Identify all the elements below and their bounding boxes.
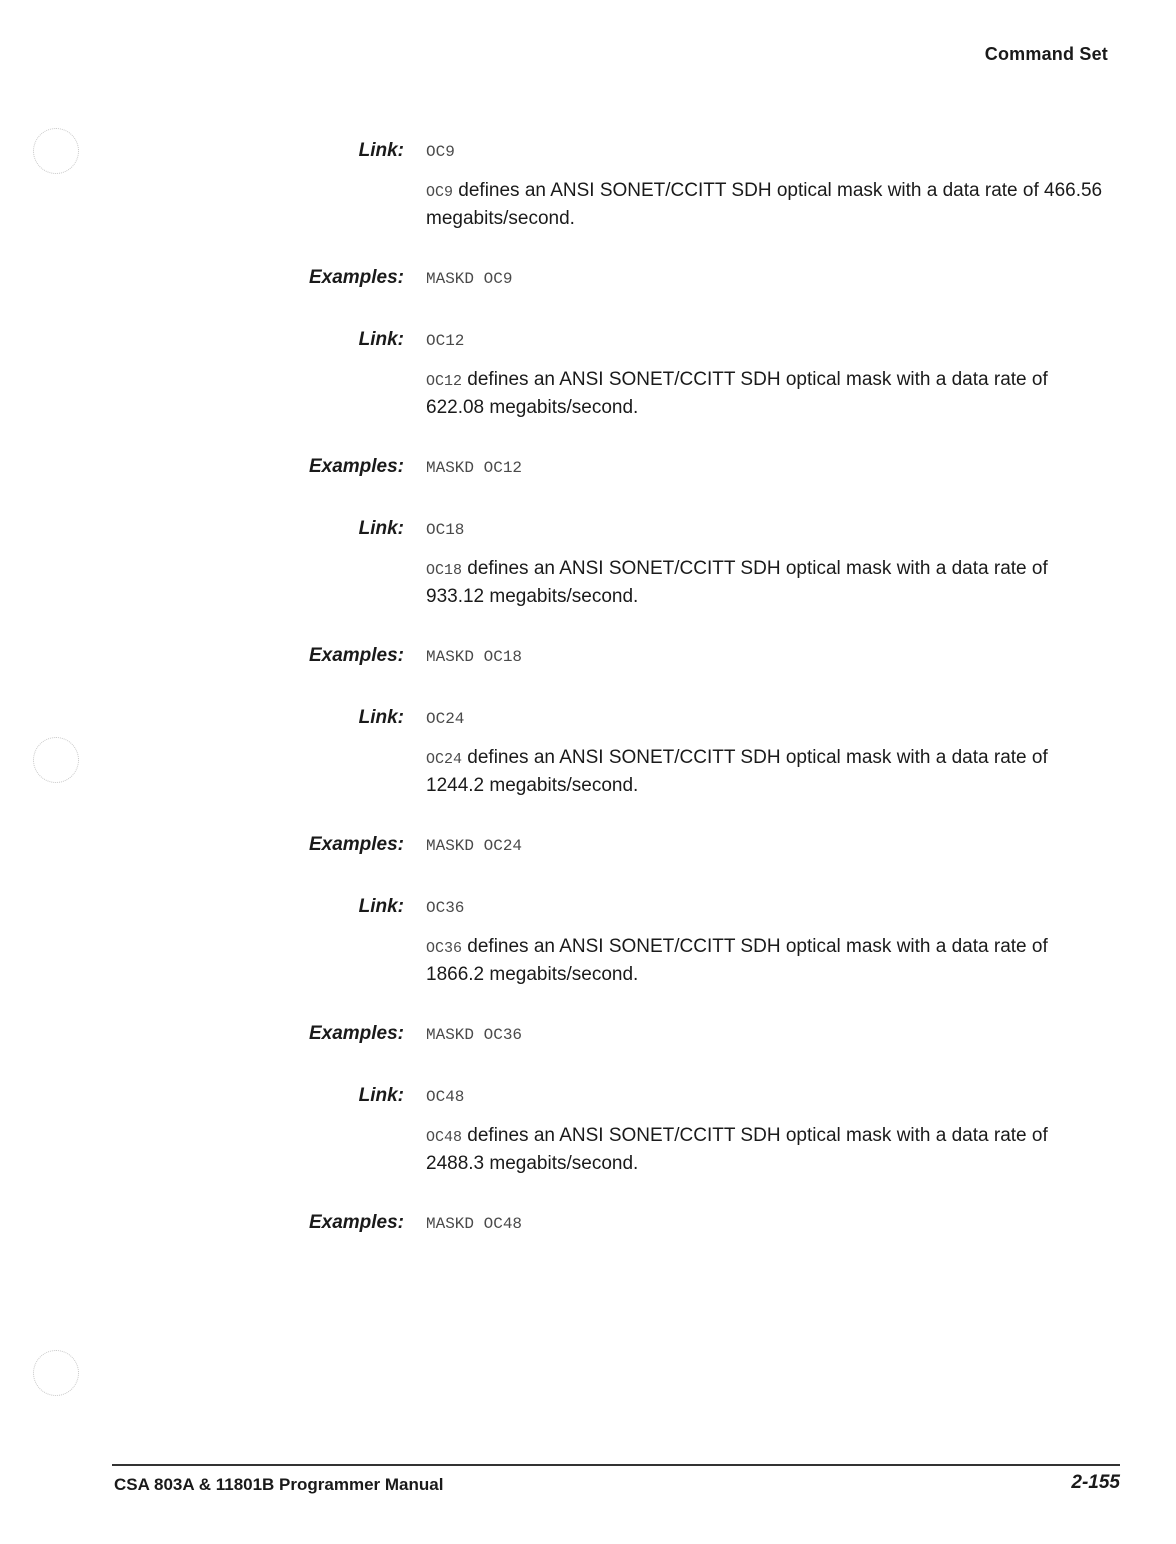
link-description	[426, 934, 1106, 988]
example-value: MASKD OC18	[426, 648, 523, 666]
link-label: Link:	[358, 1085, 404, 1106]
examples-label: Examples:	[308, 1212, 404, 1233]
example-value: MASKD OC36	[426, 1026, 523, 1044]
examples-label: Examples:	[308, 267, 404, 288]
link-value: OC24	[426, 710, 465, 728]
command-entries	[0, 138, 1176, 1238]
examples-label: Examples:	[308, 456, 404, 477]
examples-label: Examples:	[308, 645, 404, 666]
link-value: OC36	[426, 899, 465, 917]
link-description	[426, 178, 1106, 232]
desc-code: OC18	[426, 562, 463, 579]
entry-oc36	[0, 894, 1176, 1083]
desc-text: defines an ANSI SONET/CCITT SDH optical mask with a data rate of 1866.2 megabits/second.	[426, 936, 1048, 985]
entry-oc48	[0, 1083, 1176, 1238]
link-description	[426, 745, 1106, 799]
desc-text: defines an ANSI SONET/CCITT SDH optical mask with a data rate of 933.12 megabits/second.	[426, 558, 1048, 607]
entry-oc18	[0, 516, 1176, 705]
link-label: Link:	[358, 140, 404, 161]
example-value: MASKD OC24	[426, 837, 523, 855]
desc-code: OC9	[426, 184, 454, 201]
example-value: MASKD OC48	[426, 1215, 523, 1233]
desc-code: OC24	[426, 751, 463, 768]
link-description	[426, 556, 1106, 610]
link-value: OC9	[426, 143, 455, 161]
desc-text: defines an ANSI SONET/CCITT SDH optical mask with a data rate of 622.08 megabits/second.	[426, 369, 1048, 418]
desc-text: defines an ANSI SONET/CCITT SDH optical mask with a data rate of 2488.3 megabits/second.	[426, 1125, 1048, 1174]
link-label: Link:	[358, 896, 404, 917]
link-label: Link:	[358, 518, 404, 539]
link-label: Link:	[358, 329, 404, 350]
desc-code: OC48	[426, 1129, 463, 1146]
binder-hole	[33, 1350, 79, 1396]
examples-label: Examples:	[308, 1023, 404, 1044]
desc-text: defines an ANSI SONET/CCITT SDH optical mask with a data rate of 1244.2 megabits/second.	[426, 747, 1048, 796]
desc-text: defines an ANSI SONET/CCITT SDH optical mask with a data rate of 466.56 megabits/second.	[426, 180, 1103, 229]
link-value: OC48	[426, 1088, 465, 1106]
footer-divider	[112, 1464, 1120, 1466]
link-value: OC18	[426, 521, 465, 539]
entry-oc9	[0, 138, 1176, 327]
footer-manual-title: CSA 803A & 11801B Programmer Manual	[114, 1475, 444, 1494]
link-value: OC12	[426, 332, 465, 350]
link-description	[426, 1123, 1106, 1177]
link-description	[426, 367, 1106, 421]
footer-page-number: 2-155	[1071, 1472, 1120, 1493]
examples-label: Examples:	[308, 834, 404, 855]
example-value: MASKD OC9	[426, 270, 513, 288]
entry-oc12	[0, 327, 1176, 516]
link-label: Link:	[358, 707, 404, 728]
desc-code: OC12	[426, 373, 463, 390]
example-value: MASKD OC12	[426, 459, 523, 477]
entry-oc24	[0, 705, 1176, 894]
desc-code: OC36	[426, 940, 463, 957]
page-header-section-title: Command Set	[984, 44, 1108, 64]
